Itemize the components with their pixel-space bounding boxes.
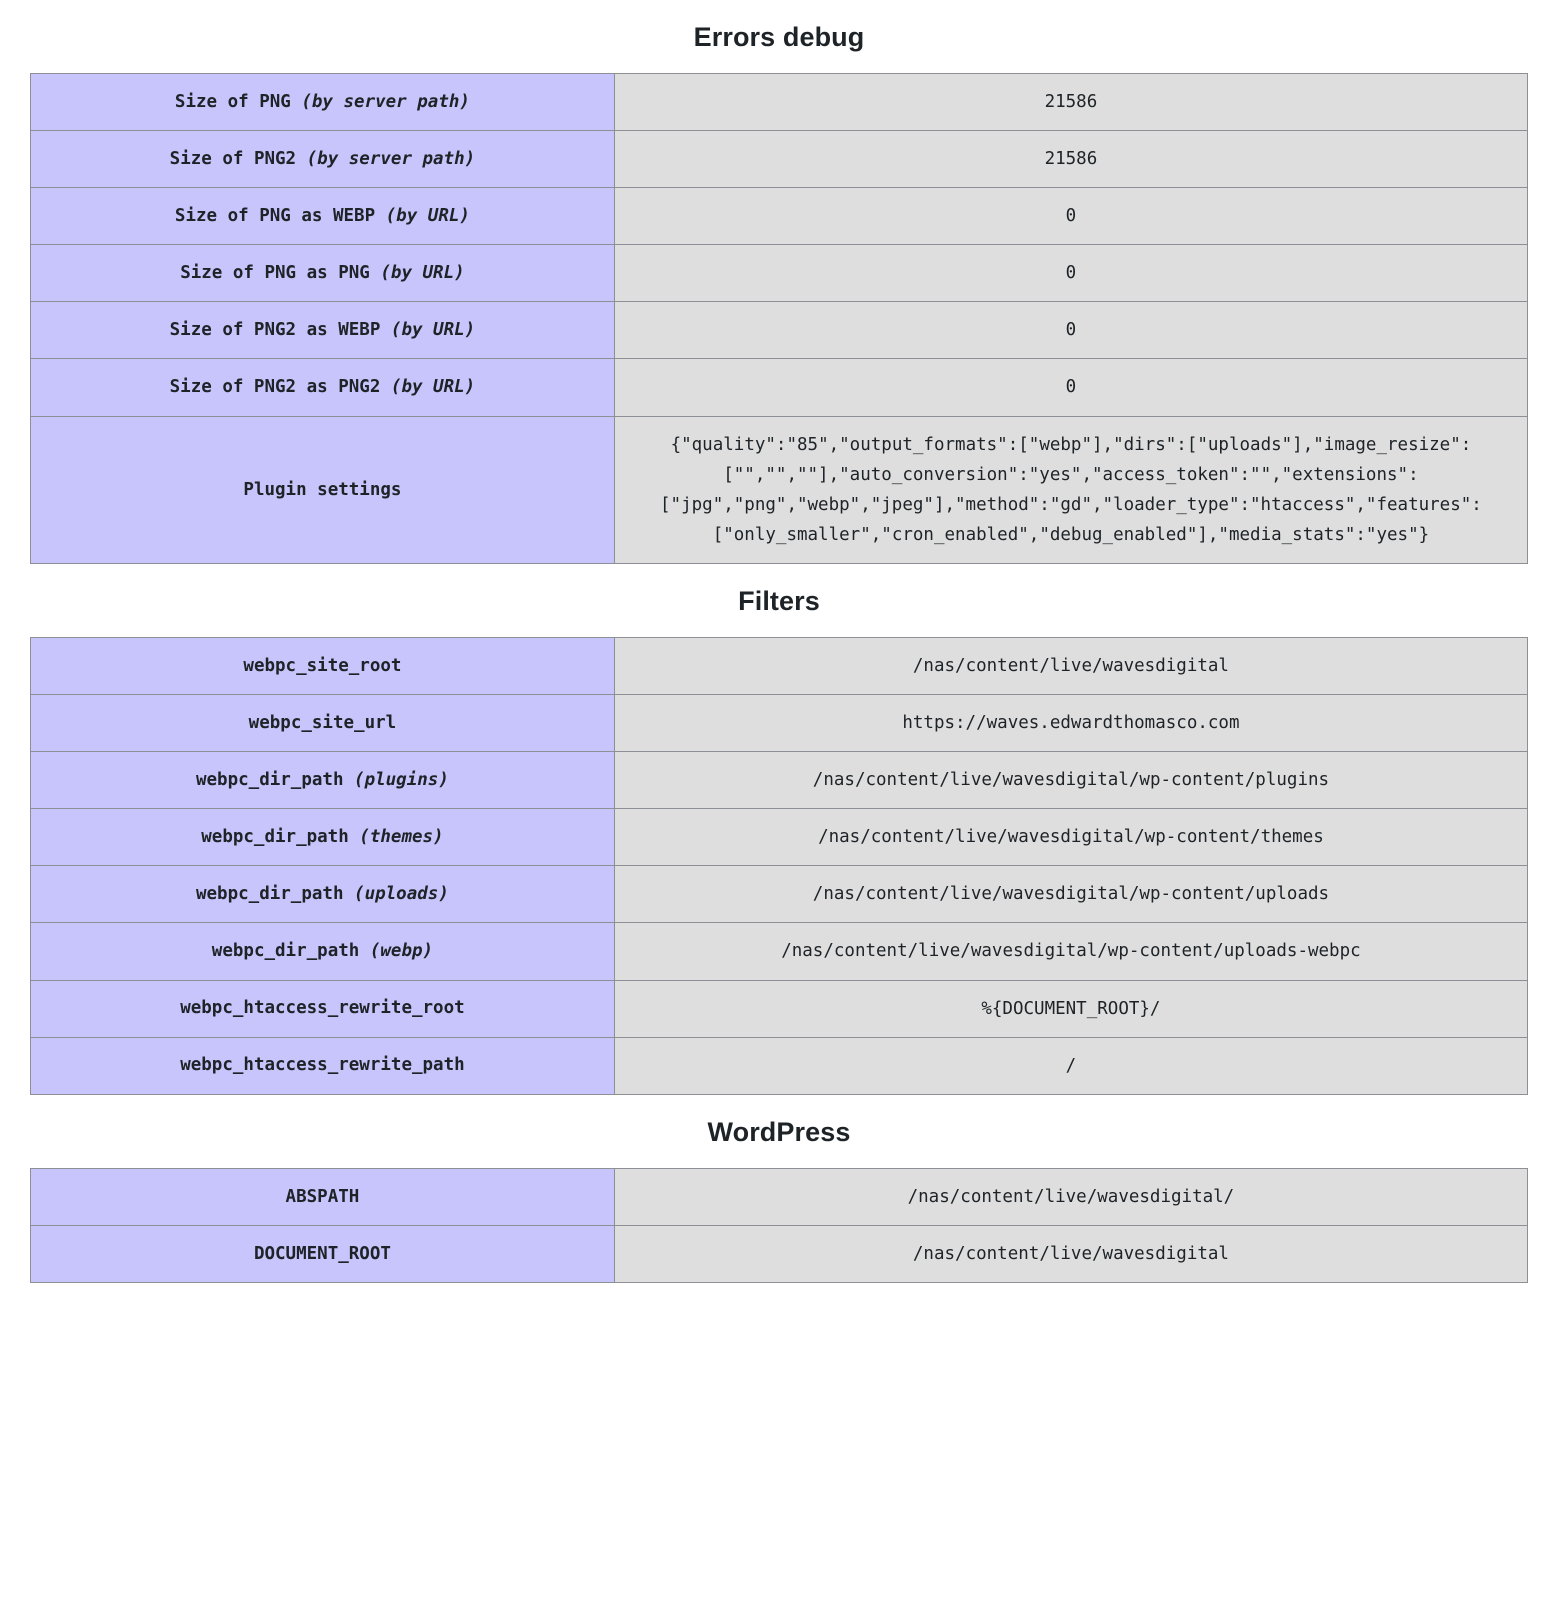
row-key-text: webpc_site_url: [248, 712, 397, 733]
row-value: [614, 74, 1527, 131]
row-value: [614, 359, 1527, 416]
row-value-text: 0: [1065, 320, 1077, 341]
section-title: Filters: [738, 585, 820, 616]
row-key: [31, 923, 615, 980]
row-value-text: /nas/content/live/wavesdigital/wp-content/themes: [818, 827, 1324, 848]
row-value: [614, 1225, 1527, 1282]
row-value: [614, 752, 1527, 809]
row-key-suffix: (by server path): [301, 91, 470, 112]
table-row: [31, 302, 1528, 359]
table-row: [31, 637, 1528, 694]
row-key-text: Size of PNG2 as PNG2: [169, 377, 391, 398]
table-row: [31, 1225, 1528, 1282]
row-key-suffix: (by URL): [390, 320, 476, 341]
row-value-text: 21586: [1044, 149, 1098, 170]
table-row: [31, 923, 1528, 980]
row-value-text: /nas/content/live/wavesdigital/: [907, 1186, 1235, 1207]
row-value-text: /nas/content/live/wavesdigital/wp-content/uploads-webpc: [781, 941, 1361, 962]
debug-table: [30, 73, 1528, 564]
table-row: [31, 416, 1528, 563]
table-row: [31, 980, 1528, 1037]
row-value: [614, 245, 1527, 302]
row-key-suffix: (webp): [369, 941, 434, 962]
row-key: [31, 188, 615, 245]
row-key: [31, 302, 615, 359]
row-key-suffix: (uploads): [354, 884, 449, 905]
debug-page: [0, 22, 1558, 1283]
row-key: [31, 1225, 615, 1282]
row-value: [614, 866, 1527, 923]
table-row: [31, 74, 1528, 131]
row-key: [31, 866, 615, 923]
row-key: [31, 752, 615, 809]
row-key-suffix: (themes): [359, 827, 444, 848]
row-key: [31, 416, 615, 563]
row-value: [614, 695, 1527, 752]
table-row: [31, 188, 1528, 245]
row-key-text: Size of PNG as WEBP: [174, 206, 386, 227]
row-value-text: 21586: [1044, 92, 1098, 112]
row-key-text: webpc_dir_path: [195, 770, 355, 790]
table-row: [31, 359, 1528, 416]
row-value-text: /nas/content/live/wavesdigital: [912, 655, 1229, 676]
table-row: [31, 866, 1528, 923]
debug-table: [30, 637, 1528, 1095]
table-row: [31, 1168, 1528, 1225]
row-key: [31, 1037, 615, 1094]
row-key: [31, 245, 615, 302]
row-key: [31, 359, 615, 416]
table-row: [31, 809, 1528, 866]
row-key: [31, 131, 615, 188]
row-value-text: 0: [1065, 263, 1077, 284]
row-key-text: webpc_site_root: [243, 655, 402, 676]
sections-container: [30, 22, 1528, 1283]
row-key: [31, 695, 615, 752]
table-row: [31, 245, 1528, 302]
row-value: [614, 1168, 1527, 1225]
row-value: [614, 188, 1527, 245]
row-value: [614, 302, 1527, 359]
row-value-text: 0: [1065, 377, 1077, 398]
section-title: WordPress: [707, 1116, 851, 1147]
row-value: [614, 637, 1527, 694]
row-key: [31, 74, 615, 131]
row-key-text: webpc_dir_path: [211, 941, 370, 962]
table-row: [31, 131, 1528, 188]
table-row: [31, 695, 1528, 752]
row-value: [614, 923, 1527, 980]
row-value: [614, 416, 1527, 563]
table-row: [31, 1037, 1528, 1094]
row-value-text: /: [1065, 1055, 1077, 1076]
row-value-text: https://waves.edwardthomasco.com: [902, 713, 1240, 734]
row-value: [614, 131, 1527, 188]
row-value-text: %{DOCUMENT_ROOT}/: [981, 998, 1161, 1019]
row-key-suffix: (by server path): [306, 148, 476, 169]
row-value-text: /nas/content/live/wavesdigital/wp-content/uploads: [812, 884, 1330, 905]
table-row: [31, 752, 1528, 809]
row-key-suffix: (plugins): [354, 770, 449, 790]
row-key-text: webpc_htaccess_rewrite_path: [180, 1055, 465, 1076]
row-key: [31, 637, 615, 694]
row-value-text: 0: [1065, 206, 1077, 227]
row-value: [614, 809, 1527, 866]
row-value-text: /nas/content/live/wavesdigital/wp-content/plugins: [812, 770, 1330, 791]
row-value: [614, 980, 1527, 1037]
row-key-text: DOCUMENT_ROOT: [253, 1243, 391, 1264]
debug-table: [30, 1168, 1528, 1283]
row-key-text: webpc_dir_path: [201, 827, 360, 848]
row-key-text: Size of PNG: [174, 91, 302, 112]
row-key-text: ABSPATH: [285, 1186, 360, 1207]
row-key-text: webpc_htaccess_rewrite_root: [180, 998, 465, 1019]
row-key-text: Plugin settings: [243, 479, 402, 500]
row-key: [31, 1168, 615, 1225]
row-key: [31, 980, 615, 1037]
row-key-suffix: (by URL): [380, 263, 465, 284]
row-key-text: Size of PNG2: [169, 148, 307, 169]
row-key-text: webpc_dir_path: [195, 884, 355, 905]
row-key-text: Size of PNG as PNG: [180, 263, 381, 284]
row-key-text: Size of PNG2 as WEBP: [169, 320, 391, 341]
section-title: Errors debug: [693, 22, 865, 52]
row-value-text: {"quality":"85","output_formats":["webp"],"dirs":["uploads"],"image_resize":["","",""],"auto_conversion":"yes","access_token":"","extensions":["jpg","png","webp","jpeg"],"method":"gd","loader_type":"htaccess","features":["only_smaller","cron_enabled","debug_enabled"],"media_stats":"yes"}: [660, 434, 1482, 545]
row-value: [614, 1037, 1527, 1094]
row-key-suffix: (by URL): [390, 377, 476, 398]
row-key-suffix: (by URL): [385, 206, 470, 227]
row-value-text: /nas/content/live/wavesdigital: [912, 1243, 1229, 1264]
row-key: [31, 809, 615, 866]
